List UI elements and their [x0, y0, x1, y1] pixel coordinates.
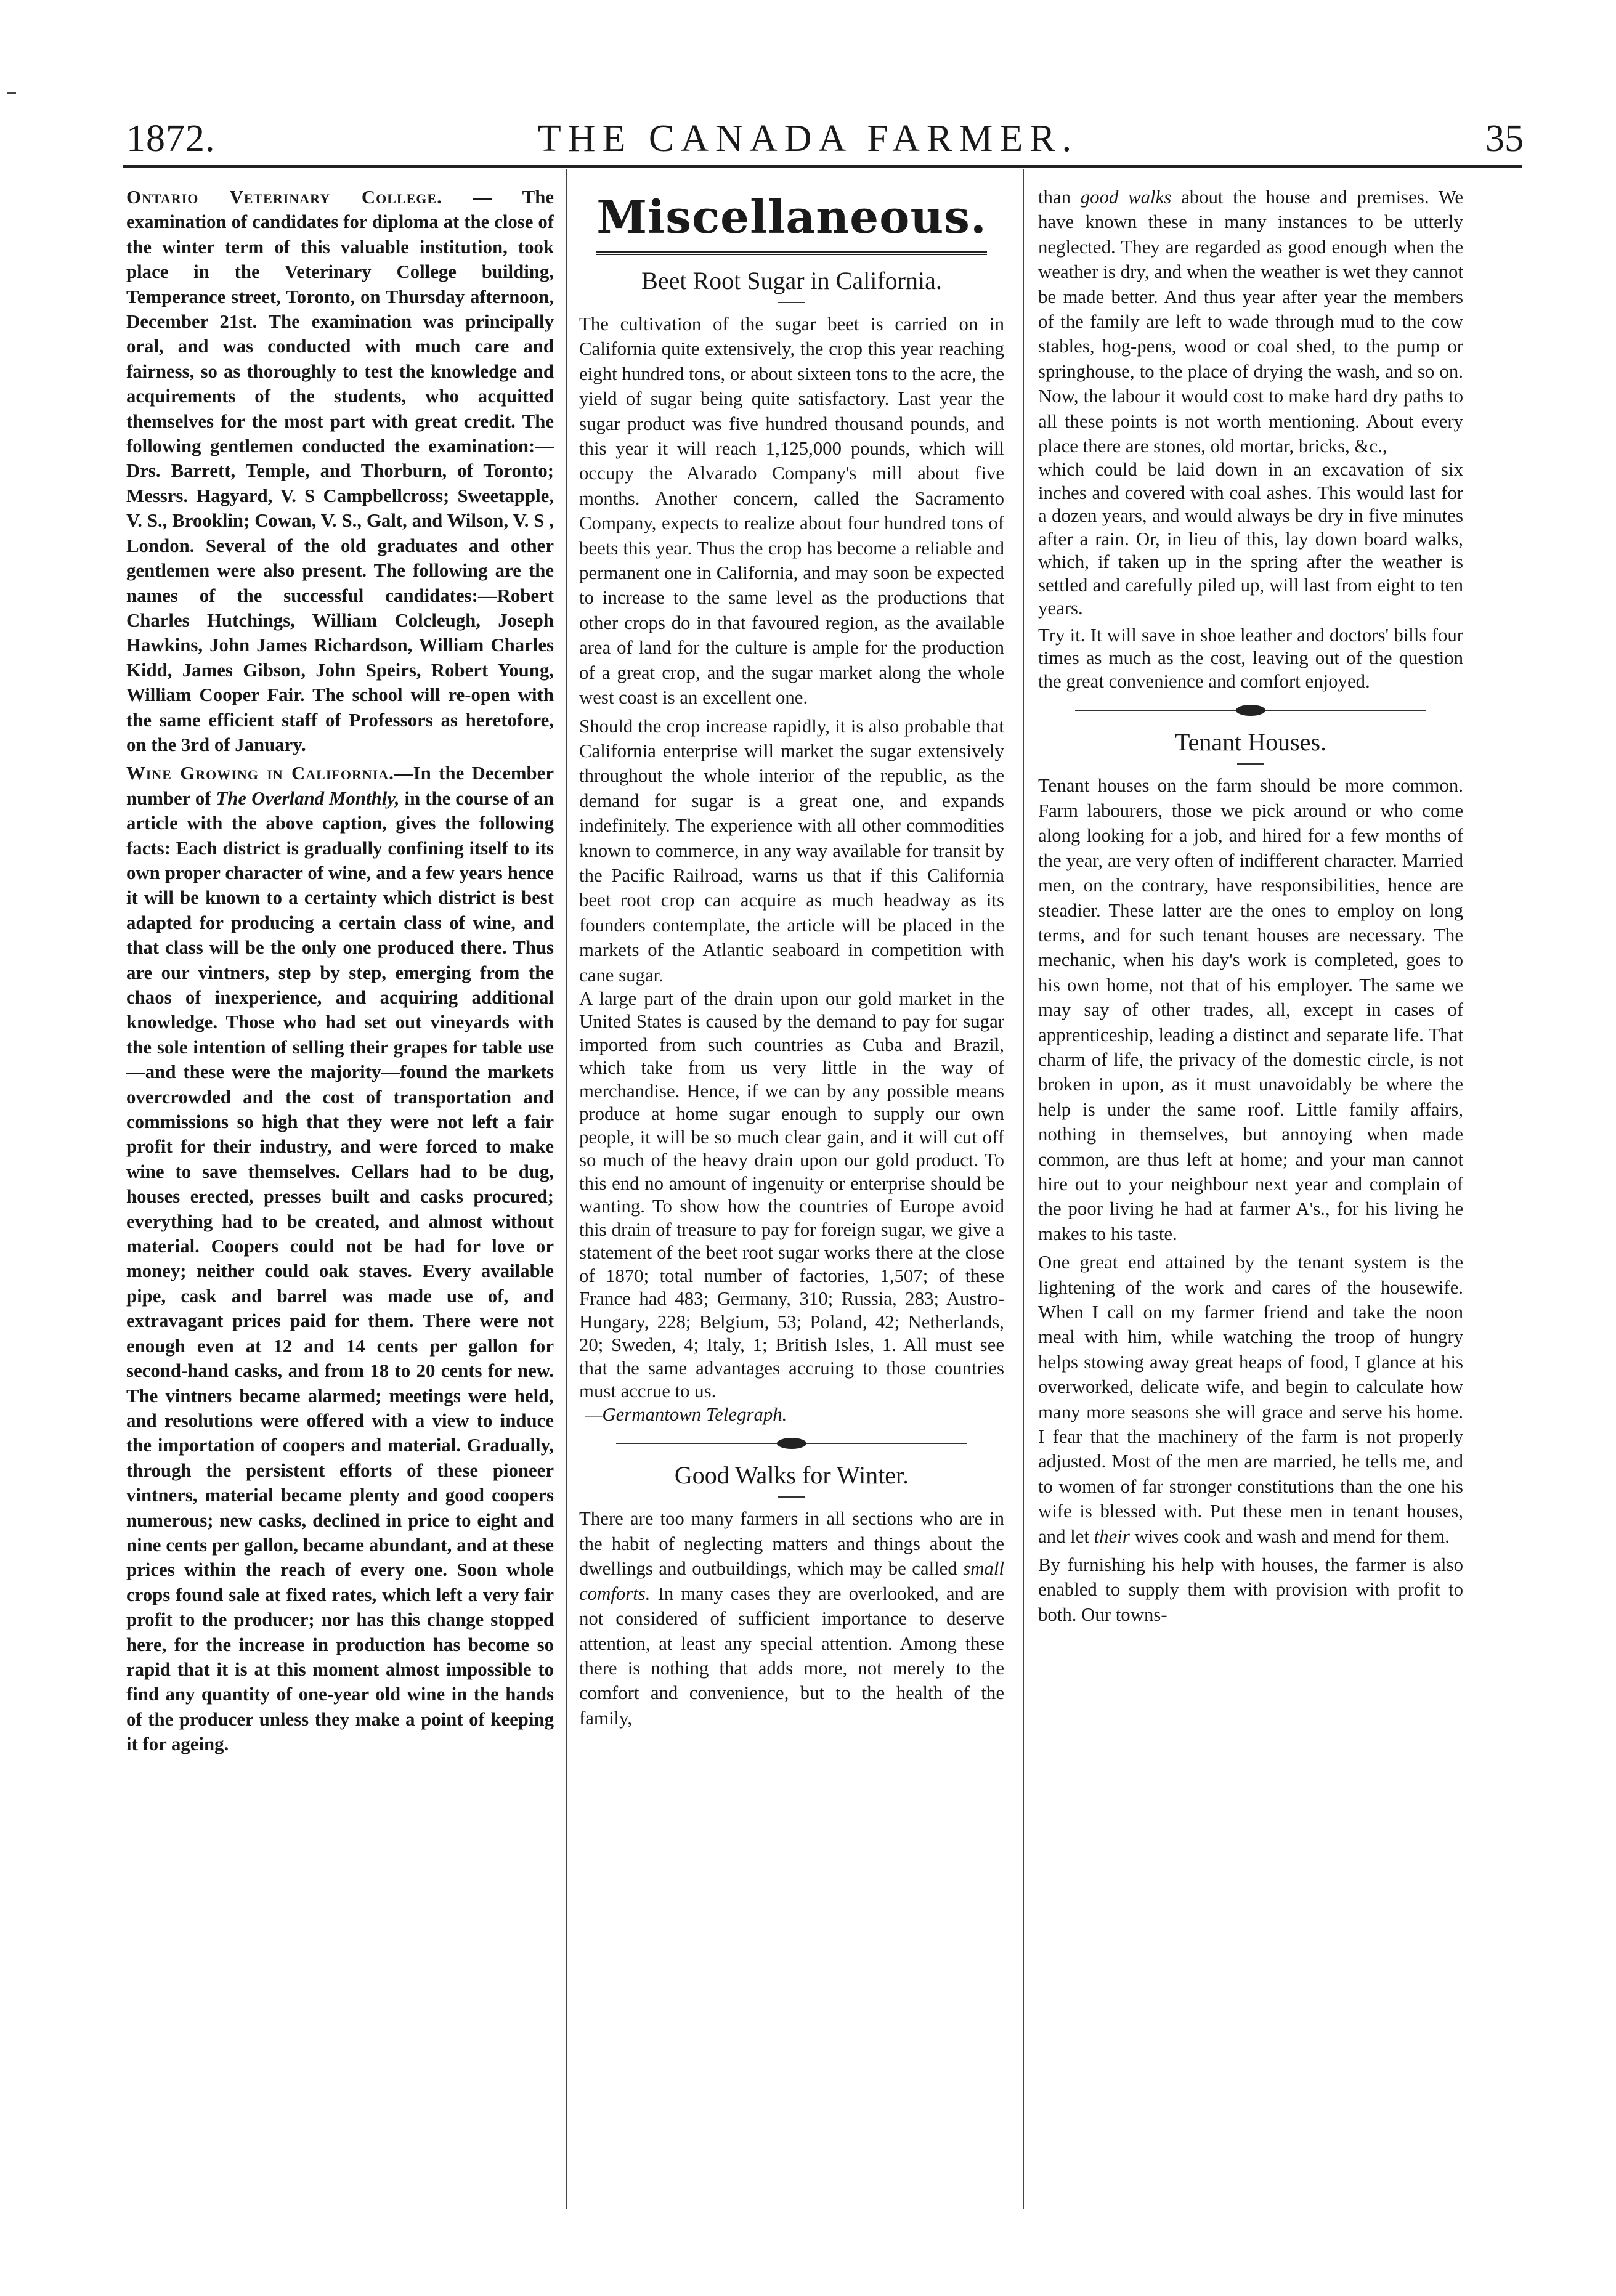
article-title: Good Walks for Winter.: [674, 1461, 909, 1490]
text-run: than: [1038, 187, 1081, 208]
section-title: Miscellaneous.: [596, 191, 987, 244]
title-dash: [778, 302, 805, 303]
article-wine-growing: [126, 761, 554, 1756]
column-right: [1038, 185, 1463, 1627]
text-run: One great end attained by the tenant system is the lightening of the work and cares of the housewife. When I call on my farmer friend and take the noon meal with him, while watching the troop of hungry helps stowing away great heaps of food, I glance at his overworked, delicate wife, and begin to calculate how many more seasons she will grace and serve his home. I fear that the machinery of the farm is not properly adjusted. Most of the men are married, he tells me, and to women of far stronger constitutions than the one his wife is blessed with. Put these men in tenant houses, and let: [1038, 1252, 1463, 1547]
section-rule: [596, 251, 987, 255]
article-body: in the course of an article with the above caption, gives the following facts: Each district is gradually confining itself to its own proper character of wine, and a few years hence it will be known to a certainty which district is best adapted for producing a certain class of wine, and that class will be the only one produced there. Thus are our vintners, step by step, emerging from the chaos of inexperience, and acquiring additional knowledge. Those who had set out vineyards with the sole intention of selling their grapes for table use—and these were the majority—found the markets overcrowded and the cost of transportation and commissions so high that they were not left a fair profit for their industry, and were forced to make wine to save themselves. Cellars had to be dug, houses erected, presses built and casks procured; everything had to be created, and almost without material. Coopers could not be had for love or money; neither could oak staves. Every available pipe, cask and barrel was made use of, and extravagant prices paid for them. There were not enough even at 12 and 14 cents per gallon for second-hand casks, and from 18 to 20 cents for new. The vintners became alarmed; meetings were held, and resolutions were offered with a view to induce the importation of coopers and material. Gradually, through the persistent efforts of these pioneer vintners, material became plenty and good coopers numerous; new casks, declined in price to eight and nine cents per gallon, became abundant, and at these prices within the reach of every one. Soon whole crops found sale at fixed rates, which left a very fair profit to the producer; nor has this change stopped here, for the increase in production has become so rapid that it is at this moment almost impossible to find any quantity of one-year old wine in the hands of the producer unless they make a point of keeping it for ageing.: [126, 787, 554, 1755]
header-rule: [123, 165, 1522, 168]
article-paragraph: Tenant houses on the farm should be more common. Farm labourers, those we pick around or who come along looking for a job, and hired for a few months of the year, are very often of indifferent character. Married men, on the contrary, have responsibilities, hence are steadier. These latter are the ones to employ on long terms, and for such tenant houses are necessary. The mechanic, when his day's work is completed, goes to his own home, not that of his employer. The same we may say of other trades, all, except in cases of apprenticeship, leading a distinct and separate life. That charm of life, the privacy of the domestic circle, is not broken in upon, as it must unavoidably be where the help is under the same roof. Little family affairs, nothing in themselves, but annoying when made common, are thus left at home; and your man cannot hire out to your neighbour next year and complain of the poor living he had at farmer A's., for his living he makes to his taste.: [1038, 775, 1463, 1244]
header-year: 1872.: [126, 118, 216, 160]
run-in-heading: Ontario Veterinary College.: [126, 187, 442, 208]
article-paragraph: Should the crop increase rapidly, it is also probable that California enterprise will market the sugar extensively throughout the whole interior of the republic, as the demand for sugar is a great one, and expands indefinitely. The experience with all other commodities known to commerce, in any way available for transit by the Pacific Railroad, warns us that if this California beet root crop can acquire as much headway as its founders contemplate, the article will be placed in the markets of the Atlantic seaboard in competition with cane sugar.: [579, 715, 1004, 986]
article-paragraph: By furnishing his help with houses, the farmer is also enabled to supply them with provision with profit to both. Our towns-: [1038, 1554, 1463, 1625]
article-body: — The examination of candidates for diploma at the close of the winter term of this valuable institution, took place in the Veterinary College building, Temperance street, Toronto, on Thursday afternoon, December 21st. The examination was principally oral, and was conducted with much care and fairness, so as thoroughly to test the knowledge and acquirements of the students, who acquitted themselves for the most part with great credit. The following gentlemen conducted the examination:— Drs. Barrett, Temple, and Thorburn, of Toronto; Messrs. Hagyard, V. S Campbellcross; Sweetapple, V. S., Brooklin; Cowan, V. S., Galt, and Wilson, V. S , London. Several of the old graduates and other gentlemen were also present. The following are the names of the successful candidates:—Robert Charles Hutchings, William Colcleugh, Joseph Hawkins, John James Richardson, William Charles Kidd, James Gibson, John Speirs, Robert Young, William Cooper Fair. The school will re-open with the same efficient staff of Professors as heretofore, on the 3rd of January.: [126, 187, 554, 755]
run-in-heading: Wine Growing in California.: [126, 763, 394, 784]
article-title: Tenant Houses.: [1174, 728, 1327, 757]
article-separator: [1075, 703, 1426, 718]
italic-text: small comforts.: [579, 1558, 1004, 1604]
header-page-number: 35: [1485, 118, 1524, 160]
article-paragraph: [1038, 185, 1463, 458]
text-run: about the house and premises. We have known these in many instances to be utterly neglected. They are regarded as good enough when the weather is dry, and when the weather is wet they cannot be made better. And thus year after year the members of the family are left to wade through mud to the cow stables, hog-pens, wood or coal shed, to the pump or springhouse, to the place of drying the wash, and so on. Now, the labour it would cost to make hard dry paths to all these points is not worth mentioning. About every place there are stones, old mortar, bricks, &c.,: [1038, 187, 1463, 457]
text-run: There are too many farmers in all sections who are in the habit of neglecting matters and things about the dwellings and outbuildings, which may be called: [579, 1508, 1004, 1580]
article-source: —Germantown Telegraph.: [585, 1403, 787, 1425]
header-title: THE CANADA FARMER.: [537, 118, 1079, 160]
title-dash: [778, 1496, 805, 1498]
article-paragraph: [579, 1506, 1004, 1730]
italic-text: good walks: [1080, 187, 1172, 208]
margin-mark: [7, 92, 16, 94]
article-veterinary-college: [126, 185, 554, 757]
text-run: In many cases they are overlooked, and are not considered of sufficient importance to deserve attention, at least any special attention. Among these there is nothing that adds more, not merely to the comfort and convenience, but to the health of the family,: [579, 1583, 1004, 1729]
magazine-name: The Overland Monthly,: [216, 787, 400, 809]
italic-text: their: [1094, 1525, 1130, 1547]
article-paragraph: Try it. It will save in shoe leather and doctors' bills four times as much as the cost, leaving out of the question the great convenience and comfort enjoyed.: [1038, 624, 1463, 692]
column-divider: [566, 169, 567, 2209]
text-run: wives cook and wash and mend for them.: [1129, 1525, 1450, 1547]
column-left: [126, 185, 554, 1757]
article-separator: [616, 1436, 967, 1451]
column-middle: [579, 185, 1004, 1730]
article-title: Beet Root Sugar in California.: [641, 267, 942, 294]
article-paragraph: The cultivation of the sugar beet is carried on in California quite extensively, the crop this year reaching eight hundred tons, or about sixteen tons to the acre, the yield of sugar being quite satisfactory. Last year the sugar product was five hundred thousand pounds, and this year it will reach 1,125,000 pounds, which will occupy the Alvarado Company's mill about five months. Another concern, called the Sacramento Company, expects to realize about four hundred tons of beets this year. Thus the crop has become a reliable and permanent one in California, and may soon be expected to increase to the same level as the productions that other crops do in that favoured region, as the available area of land for the culture is ample for the production of a great crop, and the sugar market along the whole west coast is an excellent one.: [579, 314, 1004, 708]
article-paragraph: A large part of the drain upon our gold market in the United States is caused by the demand to pay for sugar imported from such countries as Cuba and Brazil, which take from us very little in the way of merchandise. Hence, if we can by any possible means produce at home sugar enough to supply our own people, it will be so much clear gain, and it will cut off so much of the heavy drain upon our gold product. To this end no amount of ingenuity or enterprise should be wanting. To show how the countries of Europe avoid this drain of treasure to pay for foreign sugar, we give a statement of the beet root sugar works there at the close of 1870; total number of factories, 1,507; of these France had 483; Germany, 310; Russia, 283; Austro-Hungary, 228; Belgium, 53; Poland, 42; Netherlands, 20; Sweden, 4; Italy, 1; British Isles, 1. All must see that the same advantages accruing to those countries must accrue to us.: [579, 988, 1004, 1402]
column-divider: [1023, 169, 1024, 2209]
article-paragraph: [1038, 1250, 1463, 1549]
title-dash: [1237, 763, 1264, 765]
article-body: —In the December number of: [126, 763, 554, 809]
article-paragraph: which could be laid down in an excavation of six inches and covered with coal ashes. This would last for a dozen years, and would always be dry in five minutes after a rain. Or, in lieu of this, lay down board walks, which, if taken up in the spring after the weather is settled and carefully piled up, will last from eight to ten years.: [1038, 459, 1463, 619]
